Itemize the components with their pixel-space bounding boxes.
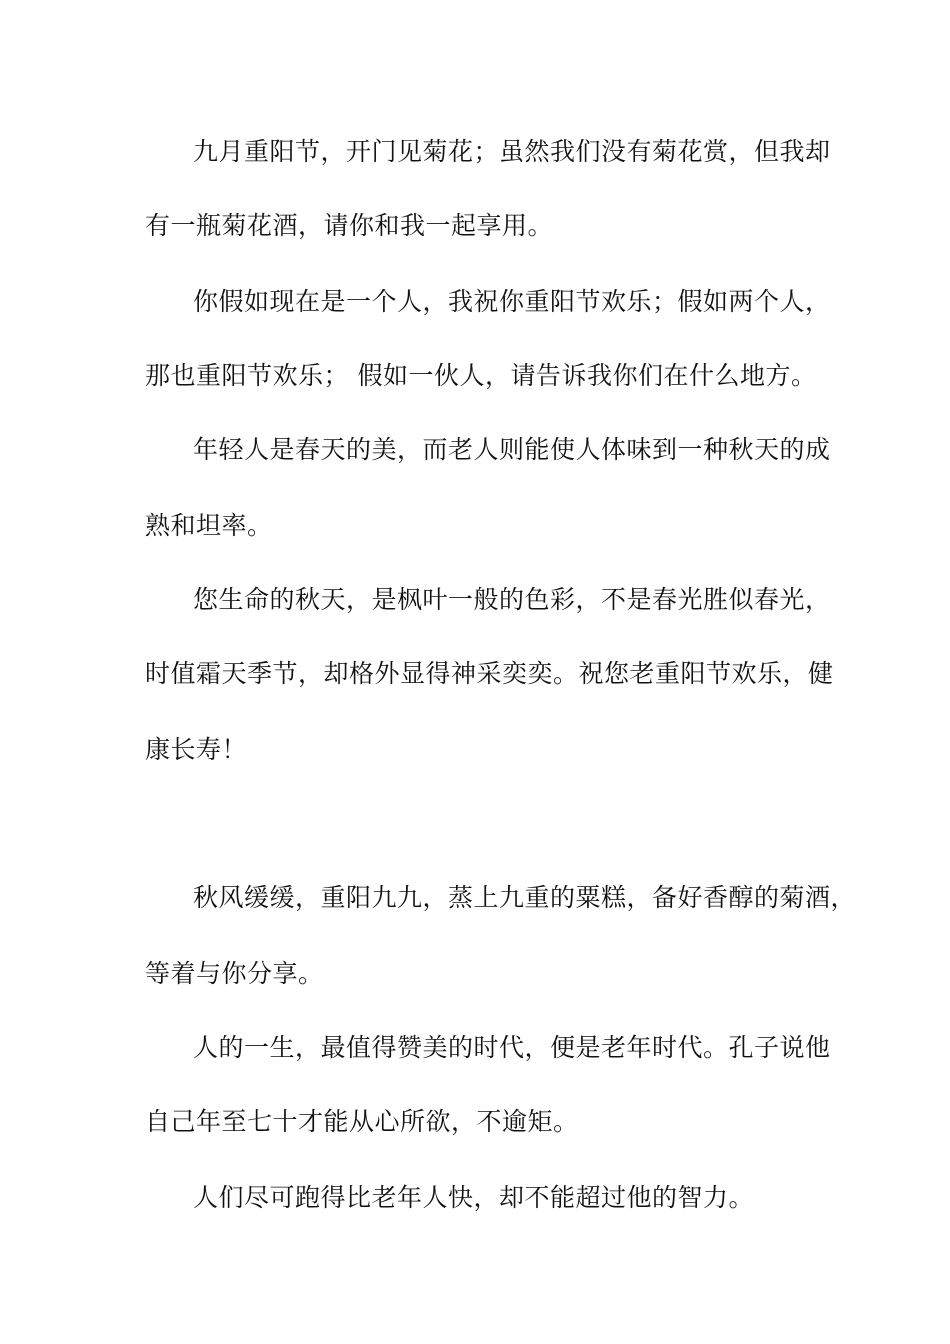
text-line: 有一瓶菊花酒，请你和我一起享用。 xyxy=(145,211,554,240)
text-line: 那也重阳节欢乐； 假如一伙人，请告诉我你们在什么地方。 xyxy=(145,361,817,390)
text-line: 康长寿！ xyxy=(145,735,248,764)
text-line: 人的一生，最值得赞美的时代，便是老年时代。孔子说他 xyxy=(193,1033,831,1062)
text-line: 九月重阳节，开门见菊花；虽然我们没有菊花赏，但我却 xyxy=(193,137,831,166)
text-line: 年轻人是春天的美，而老人则能使人体味到一种秋天的成 xyxy=(193,435,831,464)
text-line: 自己年至七十才能从心所欲，不逾矩。 xyxy=(145,1107,579,1136)
text-line: 您生命的秋天，是枫叶一般的色彩，不是春光胜似春光， xyxy=(193,585,831,614)
text-line: 你假如现在是一个人，我祝你重阳节欢乐；假如两个人， xyxy=(193,287,831,316)
text-line: 等着与你分享。 xyxy=(145,959,324,988)
text-line: 时值霜天季节，却格外显得神采奕奕。祝您老重阳节欢乐，健 xyxy=(145,659,834,688)
text-line: 人们尽可跑得比老年人快，却不能超过他的智力。 xyxy=(193,1183,755,1212)
text-line: 熟和坦率。 xyxy=(145,511,273,540)
text-line: 秋风缓缓，重阳九九，蒸上九重的粟糕，备好香醇的菊酒， xyxy=(193,883,857,912)
